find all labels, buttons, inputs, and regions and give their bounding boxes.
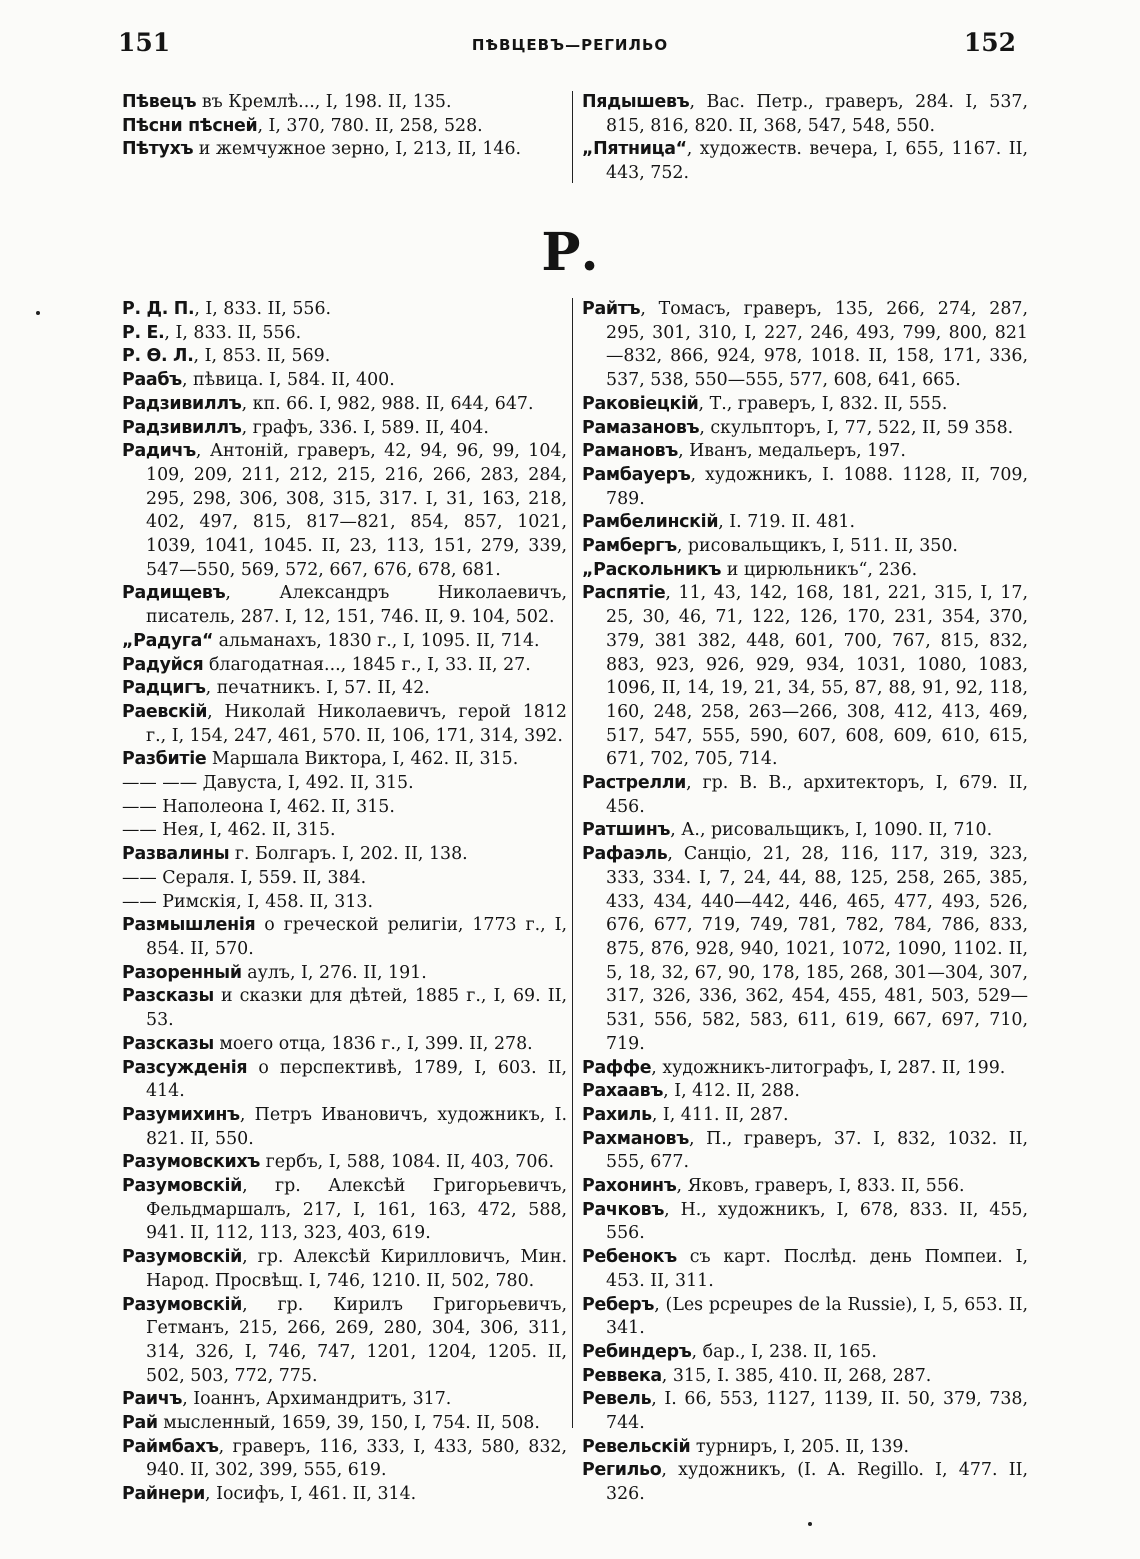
index-entry xyxy=(582,1104,1028,1128)
entry-heading: Разумовскій xyxy=(122,1294,243,1315)
entry-heading: Раабъ xyxy=(122,370,182,391)
entry-heading: Распятіе xyxy=(582,583,666,604)
entry-refs: , Іоаннъ, Архимандритъ, 317. xyxy=(182,1389,452,1410)
index-entry xyxy=(582,417,1028,441)
index-entry xyxy=(582,1246,1028,1293)
entry-refs: , I. 66, 553, 1127, 1139, II. 50, 379, 738, 744. xyxy=(606,1389,1028,1434)
entry-heading: Рахмановъ xyxy=(582,1128,689,1149)
index-entry xyxy=(122,369,567,393)
entry-refs: —— Римскія, I, 458. II, 313. xyxy=(122,891,374,912)
index-entry xyxy=(122,393,567,417)
index-entry xyxy=(122,1151,567,1175)
index-entry xyxy=(582,298,1028,393)
entry-heading: Раевскій xyxy=(122,701,208,722)
entry-heading: Ревельскій xyxy=(582,1436,691,1457)
column-divider xyxy=(572,298,573,1428)
entry-refs: , Антоній, граверъ, 42, 94, 96, 99, 104, 109, 209, 211, 212, 215, 216, 266, 283, 284, 295, 298, 306, 308, 315, 317. I, 31, 163, 218, 402, 497, 815, 817—821, 854, 857, 1021, 1039, 1041, 1045. II, 23, 113, 151, 279, 339, 547—550, 569, 572, 667, 676, 678, 681. xyxy=(146,441,567,580)
index-entry xyxy=(122,867,567,891)
entry-refs: , Іосифъ, I, 461. II, 314. xyxy=(205,1484,417,1505)
entry-refs: , пѣвица. I, 584. II, 400. xyxy=(181,370,395,391)
index-entry xyxy=(582,1199,1028,1246)
index-entry xyxy=(582,772,1028,819)
margin-speck xyxy=(36,311,40,315)
index-entry xyxy=(582,1057,1028,1081)
index-entry xyxy=(122,630,567,654)
index-entry xyxy=(122,914,567,961)
index-entry xyxy=(122,1412,567,1436)
index-entry xyxy=(582,582,1028,772)
right-column xyxy=(582,298,1028,1507)
entry-heading: Ребиндеръ xyxy=(582,1341,692,1362)
entry-refs: , I, 412. II, 288. xyxy=(663,1081,800,1102)
index-entry xyxy=(582,559,1028,583)
page-number-left: 151 xyxy=(118,28,171,57)
index-entry xyxy=(122,1436,567,1483)
index-entry xyxy=(582,1459,1028,1506)
entry-refs: съ карт. Послѣд. день Помпеи. I, 453. II, 311. xyxy=(606,1247,1028,1291)
entry-refs: и жемчужное зерно, I, 213, II, 146. xyxy=(193,139,522,160)
entry-refs: г. Болгаръ. I, 202. II, 138. xyxy=(229,844,468,865)
entry-heading: Рафаэль xyxy=(582,844,668,865)
index-entry xyxy=(122,654,567,678)
index-entry xyxy=(582,91,1028,138)
entry-refs: —— Сераля. I, 559. II, 384. xyxy=(122,867,367,888)
page-number-right: 152 xyxy=(963,28,1016,57)
entry-refs: , печатникъ. I, 57. II, 42. xyxy=(205,678,430,699)
entry-refs: о перспективѣ, 1789, I, 603. II, 414. xyxy=(146,1057,567,1102)
entry-heading: Рамазановъ xyxy=(582,417,700,438)
running-title: ПѢВЦЕВЪ—РЕГИЛЬО xyxy=(471,36,669,54)
entry-heading: Радцигъ xyxy=(122,678,206,699)
entry-heading: Растрелли xyxy=(582,773,687,794)
entry-refs: , Яковъ, граверъ, I, 833. II, 556. xyxy=(676,1176,965,1197)
entry-refs: , графъ, 336. I, 589. II, 404. xyxy=(241,417,489,438)
entry-heading: Ребенокъ xyxy=(582,1247,677,1268)
index-entry xyxy=(122,891,567,915)
entry-refs: , Т., граверъ, I, 832. II, 555. xyxy=(698,393,948,414)
entry-heading: Радзивиллъ xyxy=(122,417,242,438)
entry-refs: , I. 719. II. 481. xyxy=(718,512,855,533)
entry-refs: , I, 833. II, 556. xyxy=(194,299,332,319)
entry-refs: , Иванъ, медальеръ, 197. xyxy=(678,441,906,462)
entry-heading: Реввека xyxy=(582,1365,662,1386)
index-entry xyxy=(582,1294,1028,1341)
entry-heading: Рай xyxy=(122,1413,158,1434)
index-entry xyxy=(122,440,567,582)
index-entry xyxy=(582,393,1028,417)
entry-refs: гербъ, I, 588, 1084. II, 403, 706. xyxy=(260,1152,554,1173)
index-entry xyxy=(122,796,567,820)
entry-refs: моего отца, 1836 г., I, 399. II, 278. xyxy=(213,1033,533,1054)
entry-refs: , Вас. Петр., граверъ, 284. I, 537, 815, 816, 820. II, 368, 547, 548, 550. xyxy=(606,92,1028,136)
entry-heading: Реберъ xyxy=(582,1294,655,1315)
index-entry xyxy=(122,985,567,1032)
index-entry xyxy=(122,1246,567,1293)
entry-heading: Райтъ xyxy=(582,299,641,319)
entry-heading: „Раскольникъ xyxy=(582,559,722,580)
index-entry xyxy=(582,1341,1028,1365)
index-entry xyxy=(122,1294,567,1389)
entry-refs: и цирюльникъ“, 236. xyxy=(721,559,918,580)
entry-refs: , А., рисовальщикъ, I, 1090. II, 710. xyxy=(670,820,993,841)
entry-heading: Разумовскихъ xyxy=(122,1152,261,1173)
entry-refs: , рисовальщикъ, I, 511. II, 350. xyxy=(676,536,958,557)
entry-heading: Рахонинъ xyxy=(582,1176,677,1197)
entry-heading: Раймбахъ xyxy=(122,1436,219,1457)
entry-refs: , гр. Алексѣй Кирилловичъ, Мин. Народ. Просвѣщ. I, 746, 1210. II, 502, 780. xyxy=(146,1247,567,1291)
entry-refs: , скульпторъ, I, 77, 522, II, 59 358. xyxy=(699,417,1014,438)
index-entry xyxy=(582,843,1028,1056)
index-entry xyxy=(582,1388,1028,1435)
entry-refs: , гр. Алексѣй Григорьевичъ, Фельдмаршалъ, 217, I, 161, 163, 472, 588, 941. II, 112, 113, 323, 403, 619. xyxy=(146,1176,567,1244)
entry-refs: , I, 833. II, 556. xyxy=(164,322,302,343)
entry-heading: Раичъ xyxy=(122,1389,183,1410)
top-right-column xyxy=(582,91,1028,186)
entry-refs: Маршала Виктора, I, 462. II, 315. xyxy=(206,749,519,770)
entry-refs: , кп. 66. I, 982, 988. II, 644, 647. xyxy=(241,393,534,414)
entry-refs: мысленный, 1659, 39, 150, I, 754. II, 508. xyxy=(157,1413,540,1434)
entry-refs: , бар., I, 238. II, 165. xyxy=(691,1341,877,1362)
entry-heading: Рамбергъ xyxy=(582,536,677,557)
entry-heading: Регильо xyxy=(582,1460,662,1481)
entry-heading: Радищевъ xyxy=(122,583,226,604)
index-entry xyxy=(582,440,1028,464)
entry-heading: Разумовскій xyxy=(122,1176,243,1197)
margin-speck xyxy=(808,1522,812,1526)
index-entry xyxy=(122,1388,567,1412)
entry-refs: , Санціо, 21, 28, 116, 117, 319, 323, 333, 334. I, 7, 24, 44, 88, 125, 258, 265, 385, 433, 434, 440—442, 446, 465, 477, 493, 526, 676, 677, 719, 749, 781, 782, 784, 786, 833, 875, 876, 928, 940, 1021, 1072, 1090, 1102. II, 5, 18, 32, 67, 90, 178, 185, 268, 301—304, 307, 317, 326, 336, 362, 454, 455, 481, 503, 529—531, 556, 582, 583, 611, 619, 667, 697, 710, 719. xyxy=(606,844,1028,1054)
entry-heading: Размышленія xyxy=(122,915,256,936)
entry-heading: Рамановъ xyxy=(582,441,679,462)
entry-heading: Раковіецкій xyxy=(582,393,699,414)
index-entry xyxy=(122,962,567,986)
entry-heading: Пядышевъ xyxy=(582,92,690,112)
index-entry xyxy=(122,417,567,441)
entry-refs: , художникъ, I. 1088. 1128, II, 709, 789. xyxy=(606,464,1028,509)
entry-heading: Разсказы xyxy=(122,986,214,1007)
entry-refs: , Петръ Ивановичъ, художникъ, I. 821. II, 550. xyxy=(146,1104,567,1149)
entry-refs: аулъ, I, 276. II, 191. xyxy=(241,962,427,983)
entry-heading: Разбитіе xyxy=(122,749,207,770)
index-entry xyxy=(122,1033,567,1057)
index-entry xyxy=(122,819,567,843)
entry-refs: о греческой религіи, 1773 г., I, 854. II, 570. xyxy=(146,915,567,959)
index-entry xyxy=(122,582,567,629)
entry-heading: Рахиль xyxy=(582,1104,652,1125)
entry-heading: Райнери xyxy=(122,1484,206,1505)
entry-heading: „Пятница“ xyxy=(582,139,687,160)
entry-refs: , художеств. вечера, I, 655, 1167. II, 443, 752. xyxy=(606,139,1028,184)
entry-refs: , I, 411. II, 287. xyxy=(651,1104,789,1125)
index-entry xyxy=(582,1080,1028,1104)
entry-refs: —— Нея, I, 462. II, 315. xyxy=(122,820,336,841)
entry-heading: Радуйся xyxy=(122,654,204,675)
index-entry xyxy=(582,511,1028,535)
entry-heading: Пѣтухъ xyxy=(122,139,194,160)
entry-refs: , П., граверъ, 37. I, 832, 1032. II, 555, 677. xyxy=(606,1128,1028,1173)
entry-refs: , художникъ-литографъ, I, 287. II, 199. xyxy=(651,1057,1006,1078)
page-header xyxy=(0,28,1140,68)
entry-heading: Пѣсни пѣсней xyxy=(122,115,258,136)
index-entry xyxy=(582,138,1028,185)
entry-refs: , Томасъ, граверъ, 135, 266, 274, 287, 295, 301, 310, I, 227, 246, 493, 799, 800, 821—832, 866, 924, 978, 1018. II, 158, 171, 336, 537, 538, 550—555, 577, 608, 641, 665. xyxy=(606,299,1028,391)
index-entry xyxy=(122,298,567,322)
entry-heading: Радзивиллъ xyxy=(122,393,242,414)
index-entry xyxy=(122,345,567,369)
index-entry xyxy=(122,138,567,162)
index-entry xyxy=(122,701,567,748)
entry-heading: Рамбауеръ xyxy=(582,464,691,485)
entry-refs: , гр. В. В., архитекторъ, I, 679. II, 456. xyxy=(606,773,1028,817)
index-entry xyxy=(122,1175,567,1246)
index-entry xyxy=(122,1483,567,1507)
index-entry xyxy=(122,748,567,772)
entry-heading: Радичъ xyxy=(122,441,196,462)
entry-refs: , I, 853. II, 569. xyxy=(193,346,331,367)
entry-heading: Разумовскій xyxy=(122,1247,243,1268)
entry-heading: Разсужденія xyxy=(122,1057,248,1078)
index-entry xyxy=(122,322,567,346)
entry-heading: Рамбелинскій xyxy=(582,512,719,533)
index-entry xyxy=(122,1104,567,1151)
entry-refs: въ Кремлѣ..., I, 198. II, 135. xyxy=(196,92,452,112)
entry-heading: Пѣвецъ xyxy=(122,92,197,112)
entry-heading: Рахаавъ xyxy=(582,1081,664,1102)
entry-heading: Рачковъ xyxy=(582,1199,665,1220)
index-entry xyxy=(122,677,567,701)
index-entry xyxy=(122,772,567,796)
entry-heading: Разсказы xyxy=(122,1033,214,1054)
entry-heading: Раффе xyxy=(582,1057,652,1078)
entry-refs: , Николай Николаевичъ, герой 1812 г., I, 154, 247, 461, 570. II, 106, 171, 314, 392. xyxy=(146,701,567,746)
index-entry xyxy=(582,1175,1028,1199)
entry-heading: Р. Е. xyxy=(122,322,165,343)
entry-heading: Р. Ѳ. Л. xyxy=(122,346,194,367)
entry-refs: , Н., художникъ, I, 678, 833. II, 455, 556. xyxy=(606,1199,1028,1244)
index-entry xyxy=(582,1365,1028,1389)
index-entry xyxy=(582,1128,1028,1175)
entry-refs: , I, 370, 780. II, 258, 528. xyxy=(257,115,483,136)
entry-heading: „Радуга“ xyxy=(122,630,214,651)
index-entry xyxy=(582,464,1028,511)
index-entry xyxy=(122,91,567,115)
index-entry xyxy=(122,115,567,139)
entry-refs: и сказки для дѣтей, 1885 г., I, 69. II, 53. xyxy=(146,986,567,1031)
entry-refs: , 315, I. 385, 410. II, 268, 287. xyxy=(661,1365,932,1386)
entry-refs: , Александръ Николаевичъ, писатель, 287. I, 12, 151, 746. II, 9. 104, 502. xyxy=(146,583,567,628)
entry-refs: —— Наполеона I, 462. II, 315. xyxy=(122,796,395,817)
entry-heading: Р. Д. П. xyxy=(122,299,195,319)
entry-heading: Разоренный xyxy=(122,962,242,983)
entry-refs: —— —— Давуста, I, 492. II, 315. xyxy=(122,773,414,794)
entry-refs: , художникъ, (I. A. Regillo. I, 477. II, 326. xyxy=(606,1460,1028,1505)
top-left-column xyxy=(122,91,567,162)
index-entry xyxy=(582,535,1028,559)
section-letter: Р. xyxy=(541,222,599,283)
entry-heading: Развалины xyxy=(122,844,230,865)
entry-refs: , граверъ, 116, 333, I, 433, 580, 832, 940. II, 302, 399, 555, 619. xyxy=(146,1436,567,1481)
index-entry xyxy=(582,819,1028,843)
entry-heading: Ратшинъ xyxy=(582,820,671,841)
entry-refs: альманахъ, 1830 г., I, 1095. II, 714. xyxy=(213,630,540,651)
entry-heading: Ревель xyxy=(582,1389,652,1410)
index-entry xyxy=(122,1057,567,1104)
column-divider-top xyxy=(572,91,573,183)
index-entry xyxy=(122,843,567,867)
index-entry xyxy=(582,1436,1028,1460)
entry-refs: благодатная..., 1845 г., I, 33. II, 27. xyxy=(203,654,531,675)
entry-heading: Разумихинъ xyxy=(122,1104,240,1125)
entry-refs: турниръ, I, 205. II, 139. xyxy=(690,1436,909,1457)
entry-refs: , гр. Кирилъ Григорьевичъ, Гетманъ, 215, 266, 269, 280, 304, 306, 311, 314, 326, I, 746, 747, 1201, 1204, 1205. II, 502, 503, 772, 775. xyxy=(146,1294,567,1386)
entry-refs: , (Les pcpeupes de la Russie), I, 5, 653. II, 341. xyxy=(606,1294,1028,1339)
left-column xyxy=(122,298,567,1507)
entry-refs: , 11, 43, 142, 168, 181, 221, 315, I, 17, 25, 30, 46, 71, 122, 126, 170, 231, 354, 370, 379, 381 382, 448, 601, 700, 767, 815, 832, 883, 923, 926, 929, 934, 1031, 1080, 1083, 1096, II, 14, 19, 21, 34, 55, 87, 88, 91, 92, 118, 160, 248, 258, 263—266, 308, 412, 413, 469, 517, 547, 555, 590, 607, 608, 609, 610, 615, 671, 702, 705, 714. xyxy=(606,583,1028,770)
